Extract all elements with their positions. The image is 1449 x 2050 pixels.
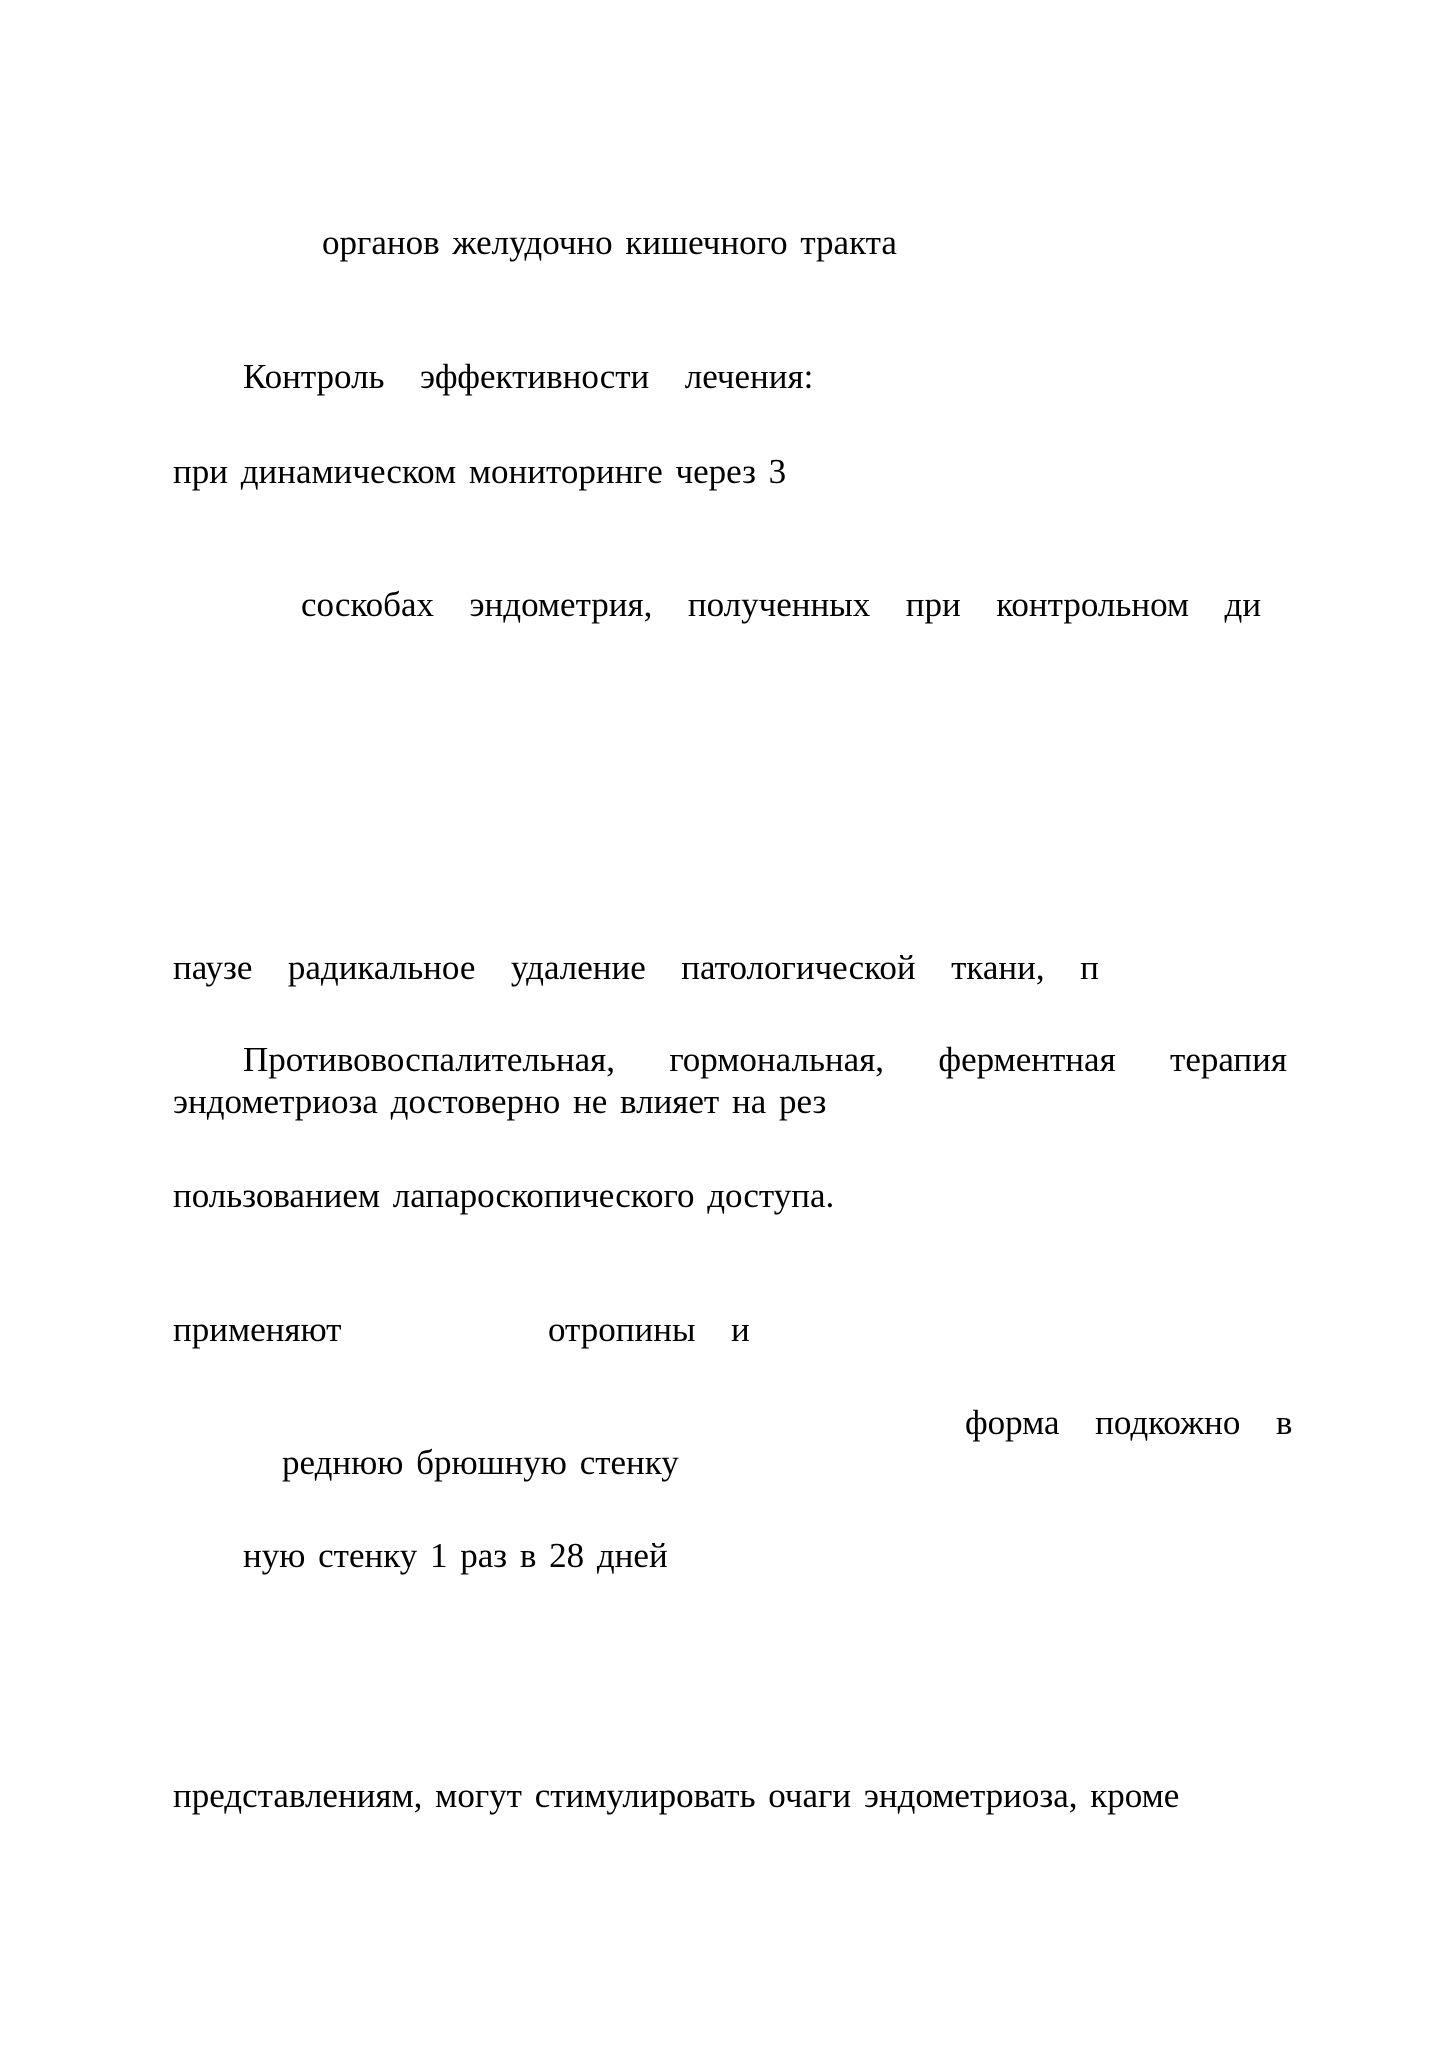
text-line: Контроль эффективности лечения: bbox=[243, 357, 814, 396]
text-line: применяют bbox=[173, 1310, 342, 1349]
text-line: пользованием лапароскопического доступа. bbox=[173, 1176, 835, 1215]
text-line: при динамическом мониторинге через 3 bbox=[173, 452, 787, 491]
text-line: форма подкожно в bbox=[965, 1403, 1293, 1442]
text-line: Противовоспалительная, гормональная, ферментная терапия bbox=[243, 1040, 1287, 1079]
text-line: паузе радикальное удаление патологической ткани, п bbox=[173, 948, 1099, 987]
text-line: представлениям, могут стимулировать очаги эндометриоза, кроме bbox=[173, 1776, 1180, 1815]
text-line: реднюю брюшную стенку bbox=[282, 1443, 679, 1482]
text-line: органов желудочно кишечного тракта bbox=[322, 223, 897, 262]
text-line: отропины и bbox=[548, 1310, 750, 1349]
text-line: эндометриоза достоверно не влияет на рез bbox=[173, 1082, 827, 1121]
text-line: соскобах эндометрия, полученных при контрольном ди bbox=[301, 585, 1262, 624]
text-line: ную стенку 1 раз в 28 дней bbox=[243, 1536, 668, 1575]
